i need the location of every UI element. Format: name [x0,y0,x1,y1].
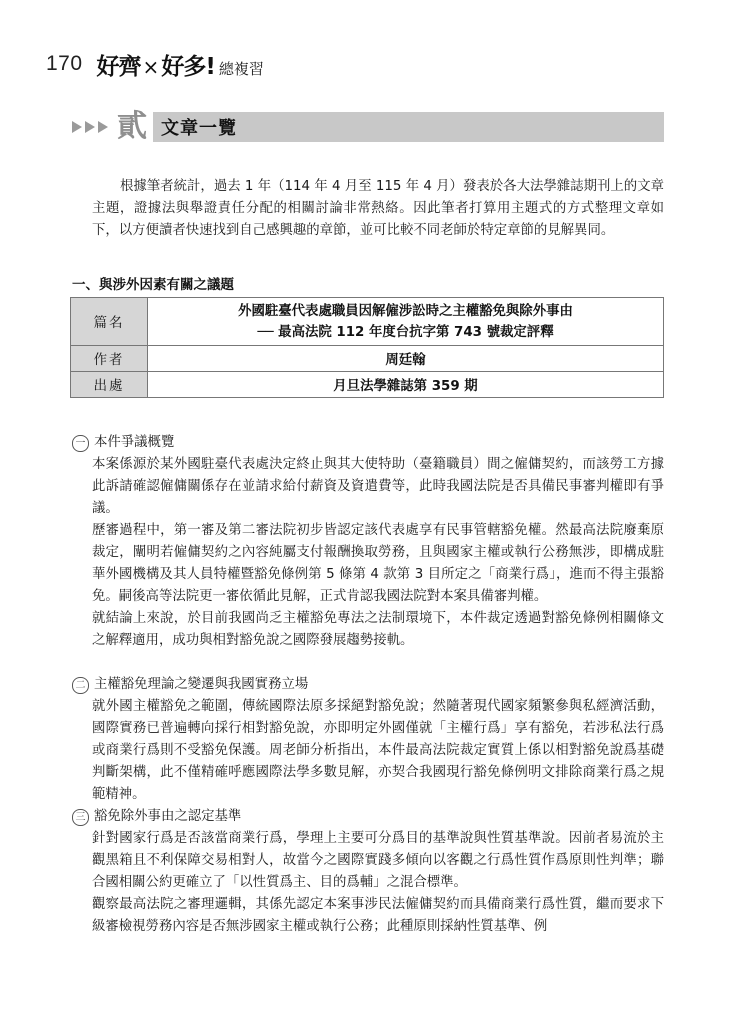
topic-subheading: 一、與涉外因素有關之議題 [72,277,234,293]
source-label: 出處 [71,372,148,398]
table-row-title [71,298,664,346]
point-3-title: 豁免除外事由之認定基準 [94,809,242,824]
point-1-number: 一 [72,435,89,452]
table-row-source [71,372,664,398]
point-3-number: 三 [72,809,89,826]
point-2-heading [72,674,664,696]
source-value: 月旦法學雜誌第 359 期 [148,372,664,398]
point-3-paragraph-2: 觀察最高法院之審理邏輯，其係先認定本案事涉民法僱傭契約而具備商業行爲性質，繼而要求下級審檢視勞務內容是否無涉國家主權或執行公務；此種原則採納性質基準、例 [92,897,664,934]
point-2 [72,674,664,806]
point-1-paragraph-3: 就結論上來說，於目前我國尚乏主權豁免專法之法制環境下，本件裁定透過對豁免條例相關條文之解釋適用，成功與相對豁免說之國際發展趨勢接軌。 [92,611,664,648]
point-2-title: 主權豁免理論之變遷與我國實務立場 [94,677,309,692]
point-2-paragraph-1: 就外國主權豁免之範圍，傳統國際法原多採絕對豁免說；然隨著現代國家頻繁參與私經濟活動，國際實務已普遍轉向採行相對豁免說，亦即明定外國僅就「主權行爲」享有豁免，若涉私法行爲或商業行爲則不受豁免保護。周老師分析指出，本件最高法院裁定實質上係以相對豁免說爲基礎判斷架構，此不僅精確呼應國際法學多數見解，亦契合我國現行豁免條例明文排除商業行爲之規範精神。 [92,699,664,802]
point-2-body [92,696,664,806]
point-2-number: 二 [72,677,89,694]
point-1-heading [72,432,664,454]
title-line1: 外國駐臺代表處職員因解僱涉訟時之主權豁免與除外事由 [238,303,573,319]
point-1 [72,432,664,652]
point-3-heading [72,806,664,828]
page-number: 170 [46,52,83,75]
title-label: 篇名 [71,298,148,346]
brand-separator: × [142,54,160,79]
section-number: 貳 [117,109,147,144]
intro-paragraph [92,176,664,242]
section-title: 文章一覽 [161,118,237,139]
section-heading [72,110,664,144]
section-title-bar [153,112,664,142]
point-3-paragraph-1: 針對國家行爲是否該當商業行爲，學理上主要可分爲目的基準說與性質基準說。因前者易流於主觀黑箱且不利保障交易相對人，故當今之國際實踐多傾向以客觀之行爲性質作爲原則性判準；聯合國相關公約更確立了「以性質爲主、目的爲輔」之混合標準。 [92,831,664,890]
intro-text: 根據筆者統計，過去 1 年（114 年 4 月至 115 年 4 月）發表於各大法學雜誌期刊上的文章主題，證據法與舉證責任分配的相關討論非常熱絡。因此筆者打算用主題式的方式整理文章如下，以方便讀者快速找到自己感興趣的章節，並可比較不同老師於特定章節的見解異同。 [92,179,664,238]
author-label: 作者 [71,346,148,372]
page-header [46,47,264,81]
brand-part2: 好多! [161,53,215,80]
table-row-author [71,346,664,372]
book-brand [97,48,264,81]
brand-part1: 好齊 [96,53,141,80]
point-1-title: 本件爭議概覽 [94,435,175,450]
point-1-paragraph-2: 歷審過程中，第一審及第二審法院初步皆認定該代表處享有民事管轄豁免權。然最高法院廢棄原裁定，闡明若僱傭契約之內容純屬支付報酬換取勞務，且與國家主權或執行公務無涉，即構成駐華外國機構及其人員特權暨豁免條例第 5 條第 4 款第 3 目所定之「商業行爲」，進而不得主張豁免。嗣後高等法院更一審依循此見解，正式肯認我國法院對本案具備審判權。 [92,523,664,604]
point-3 [72,806,664,938]
article-info-table [70,297,664,398]
title-value [148,298,664,346]
point-3-body [92,828,664,938]
title-line2: ── 最高法院 112 年度台抗字第 743 號裁定評釋 [257,324,554,340]
author-value: 周廷翰 [148,346,664,372]
triple-arrow-icon [72,121,111,133]
point-1-paragraph-1: 本案係源於某外國駐臺代表處決定終止與其大使特助（臺籍職員）間之僱傭契約，而該勞工方據此訴請確認僱傭關係存在並請求給付薪資及資遣費等，此時我國法院是否具備民事審判權即有爭議。 [92,457,664,516]
brand-part3: 總複習 [218,59,264,78]
point-1-body [92,454,664,652]
